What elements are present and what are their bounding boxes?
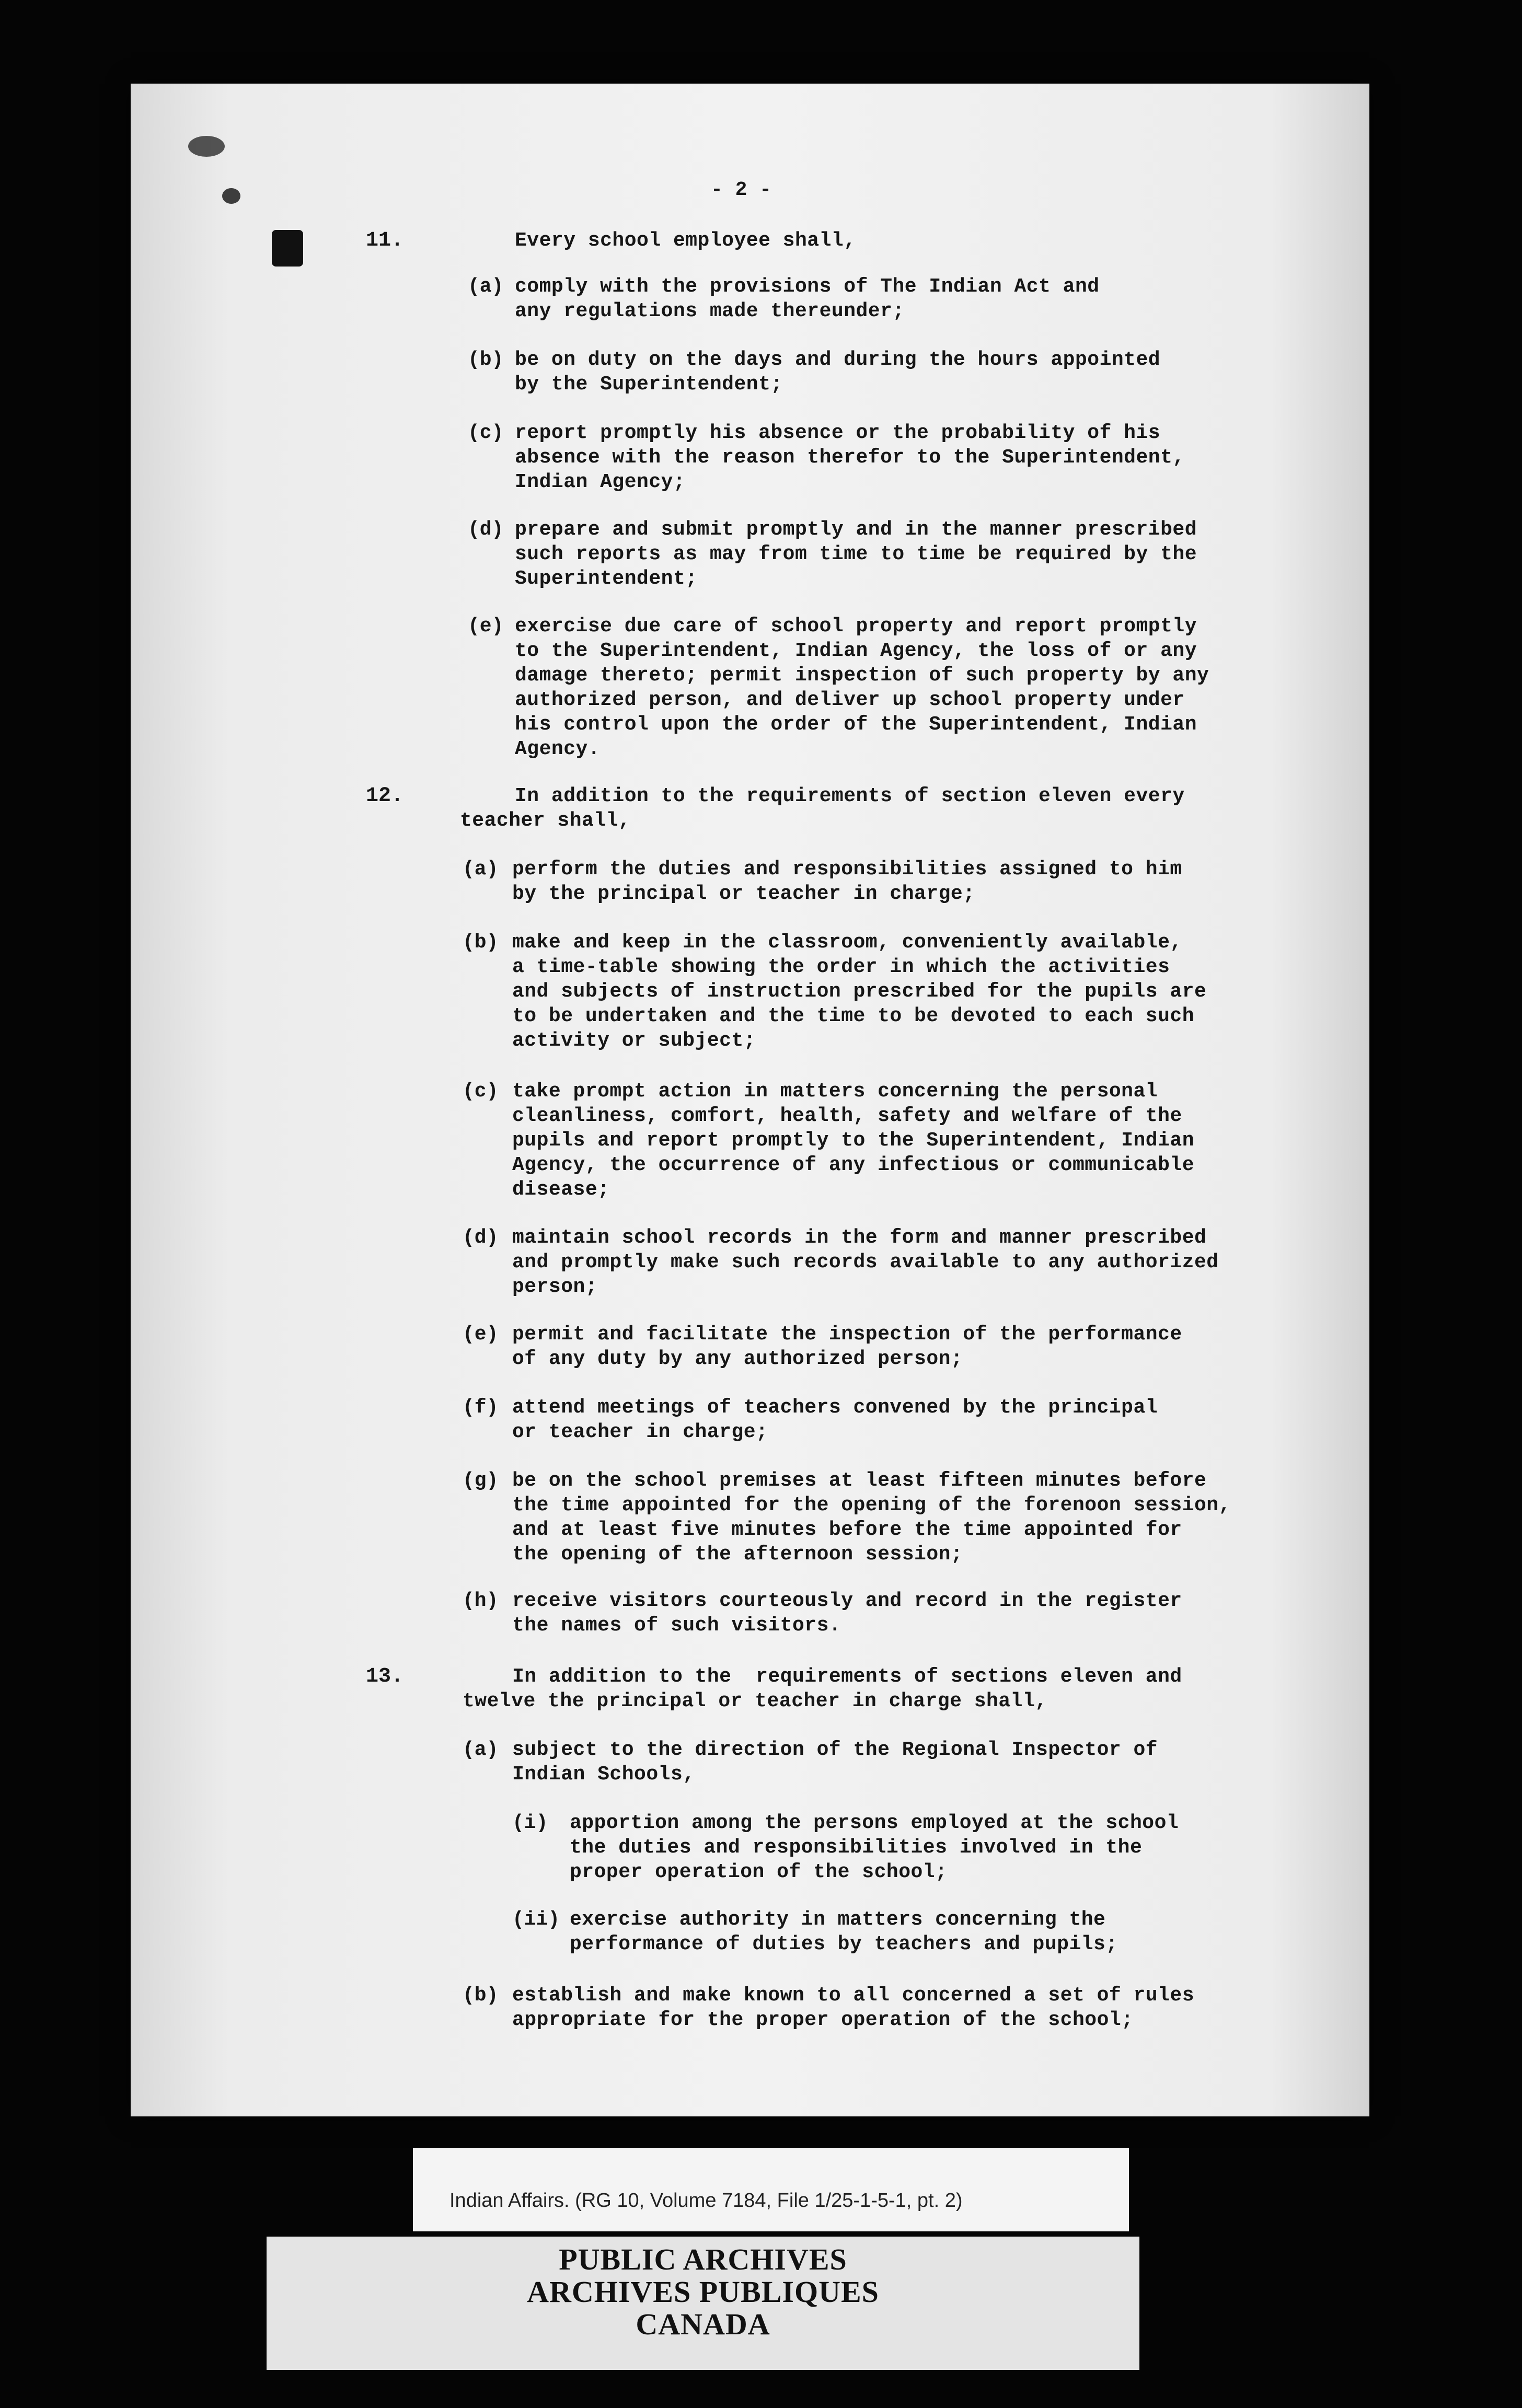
clause-text: attend meetings of teachers convened by the principal or teacher in charge; <box>512 1396 1158 1443</box>
clause-text: take prompt action in matters concerning the personal cleanliness, comfort, health, safety and welfare of the pupils and report promptly to the Superintendent, Indian Agency, the occurrence of any infectious or communicable disease; <box>512 1080 1195 1201</box>
ink-smudge <box>222 188 240 204</box>
clause-text: establish and make known to all concerned a set of rules appropriate for the proper operation of the school; <box>512 1984 1195 2031</box>
clause-text: perform the duties and responsibilities assigned to him by the principal or teacher in charge; <box>512 858 1182 905</box>
item-label: (e) <box>463 1323 499 1346</box>
item-label: (h) <box>463 1590 499 1612</box>
stamp-line: ARCHIVES PUBLIQUES <box>527 2275 879 2309</box>
clause-text: comply with the provisions of The Indian Act and any regulations made thereunder; <box>515 275 1100 322</box>
page-number: - 2 - <box>711 179 772 201</box>
ink-smudge <box>188 136 225 157</box>
section-intro: Every school employee shall, <box>515 229 856 252</box>
ink-smudge <box>272 230 303 267</box>
section-number: 11. <box>366 229 404 252</box>
item-label: (d) <box>468 518 504 541</box>
clause-text: be on duty on the days and during the hours appointed by the Superintendent; <box>515 349 1161 396</box>
item-label: (c) <box>463 1080 499 1103</box>
item-label: (g) <box>463 1469 499 1492</box>
section-number: 13. <box>366 1665 404 1688</box>
section-number: 12. <box>366 784 404 808</box>
clause-text: exercise authority in matters concerning the performance of duties by teachers and pupils; <box>570 1908 1118 1955</box>
clause-text: receive visitors courteously and record in the register the names of such visitors. <box>512 1590 1182 1637</box>
clause-text: exercise due care of school property and report promptly to the Superintendent, Indian Agency, the loss of or any damage thereto; permit inspection of such property by any authorized person, and deliver up school property under his control upon the order of the Superintendent, Indian Agency. <box>515 615 1209 760</box>
item-label: (f) <box>463 1396 499 1419</box>
item-label: (ii) <box>512 1908 560 1931</box>
clause-text: report promptly his absence or the probability of his absence with the reason therefor to the Superintendent, Indian Agency; <box>515 422 1185 493</box>
clause-text: apportion among the persons employed at the school the duties and responsibilities involved in the proper operation of the school; <box>570 1812 1179 1883</box>
stamp-line: PUBLIC ARCHIVES <box>559 2242 847 2276</box>
section-intro: In addition to the requirements of section eleven every teacher shall, <box>460 785 1185 832</box>
archive-citation: Indian Affairs. (RG 10, Volume 7184, File 1/25-1-5-1, pt. 2) <box>449 2190 963 2212</box>
clause-text: prepare and submit promptly and in the manner prescribed such reports as may from time to time be required by the Superintendent; <box>515 518 1197 590</box>
stamp-line: CANADA <box>636 2307 770 2341</box>
clause-text: subject to the direction of the Regional Inspector of Indian Schools, <box>512 1739 1158 1786</box>
item-label: (b) <box>463 931 499 954</box>
clause-text: be on the school premises at least fifteen minutes before the time appointed for the opening of the forenoon session, and at least five minutes before the time appointed for the opening of the afternoon session; <box>512 1469 1231 1566</box>
item-label: (a) <box>463 858 499 881</box>
item-label: (a) <box>468 275 504 298</box>
item-label: (b) <box>468 349 504 371</box>
item-label: (e) <box>468 615 504 638</box>
item-label: (i) <box>512 1812 548 1834</box>
item-label: (a) <box>463 1739 499 1761</box>
clause-text: make and keep in the classroom, conveniently available, a time-table showing the order in which the activities and subjects of instruction prescribed for the pupils are to be undertaken and the time to be devoted to each such activity or subject; <box>512 931 1207 1052</box>
item-label: (b) <box>463 1984 499 2007</box>
clause-text: permit and facilitate the inspection of the performance of any duty by any authorized person; <box>512 1323 1182 1370</box>
item-label: (c) <box>468 422 504 444</box>
item-label: (d) <box>463 1226 499 1249</box>
section-intro: In addition to the requirements of sections eleven and twelve the principal or teacher in charge shall, <box>463 1665 1182 1712</box>
clause-text: maintain school records in the form and manner prescribed and promptly make such records available to any authorized person; <box>512 1226 1219 1298</box>
